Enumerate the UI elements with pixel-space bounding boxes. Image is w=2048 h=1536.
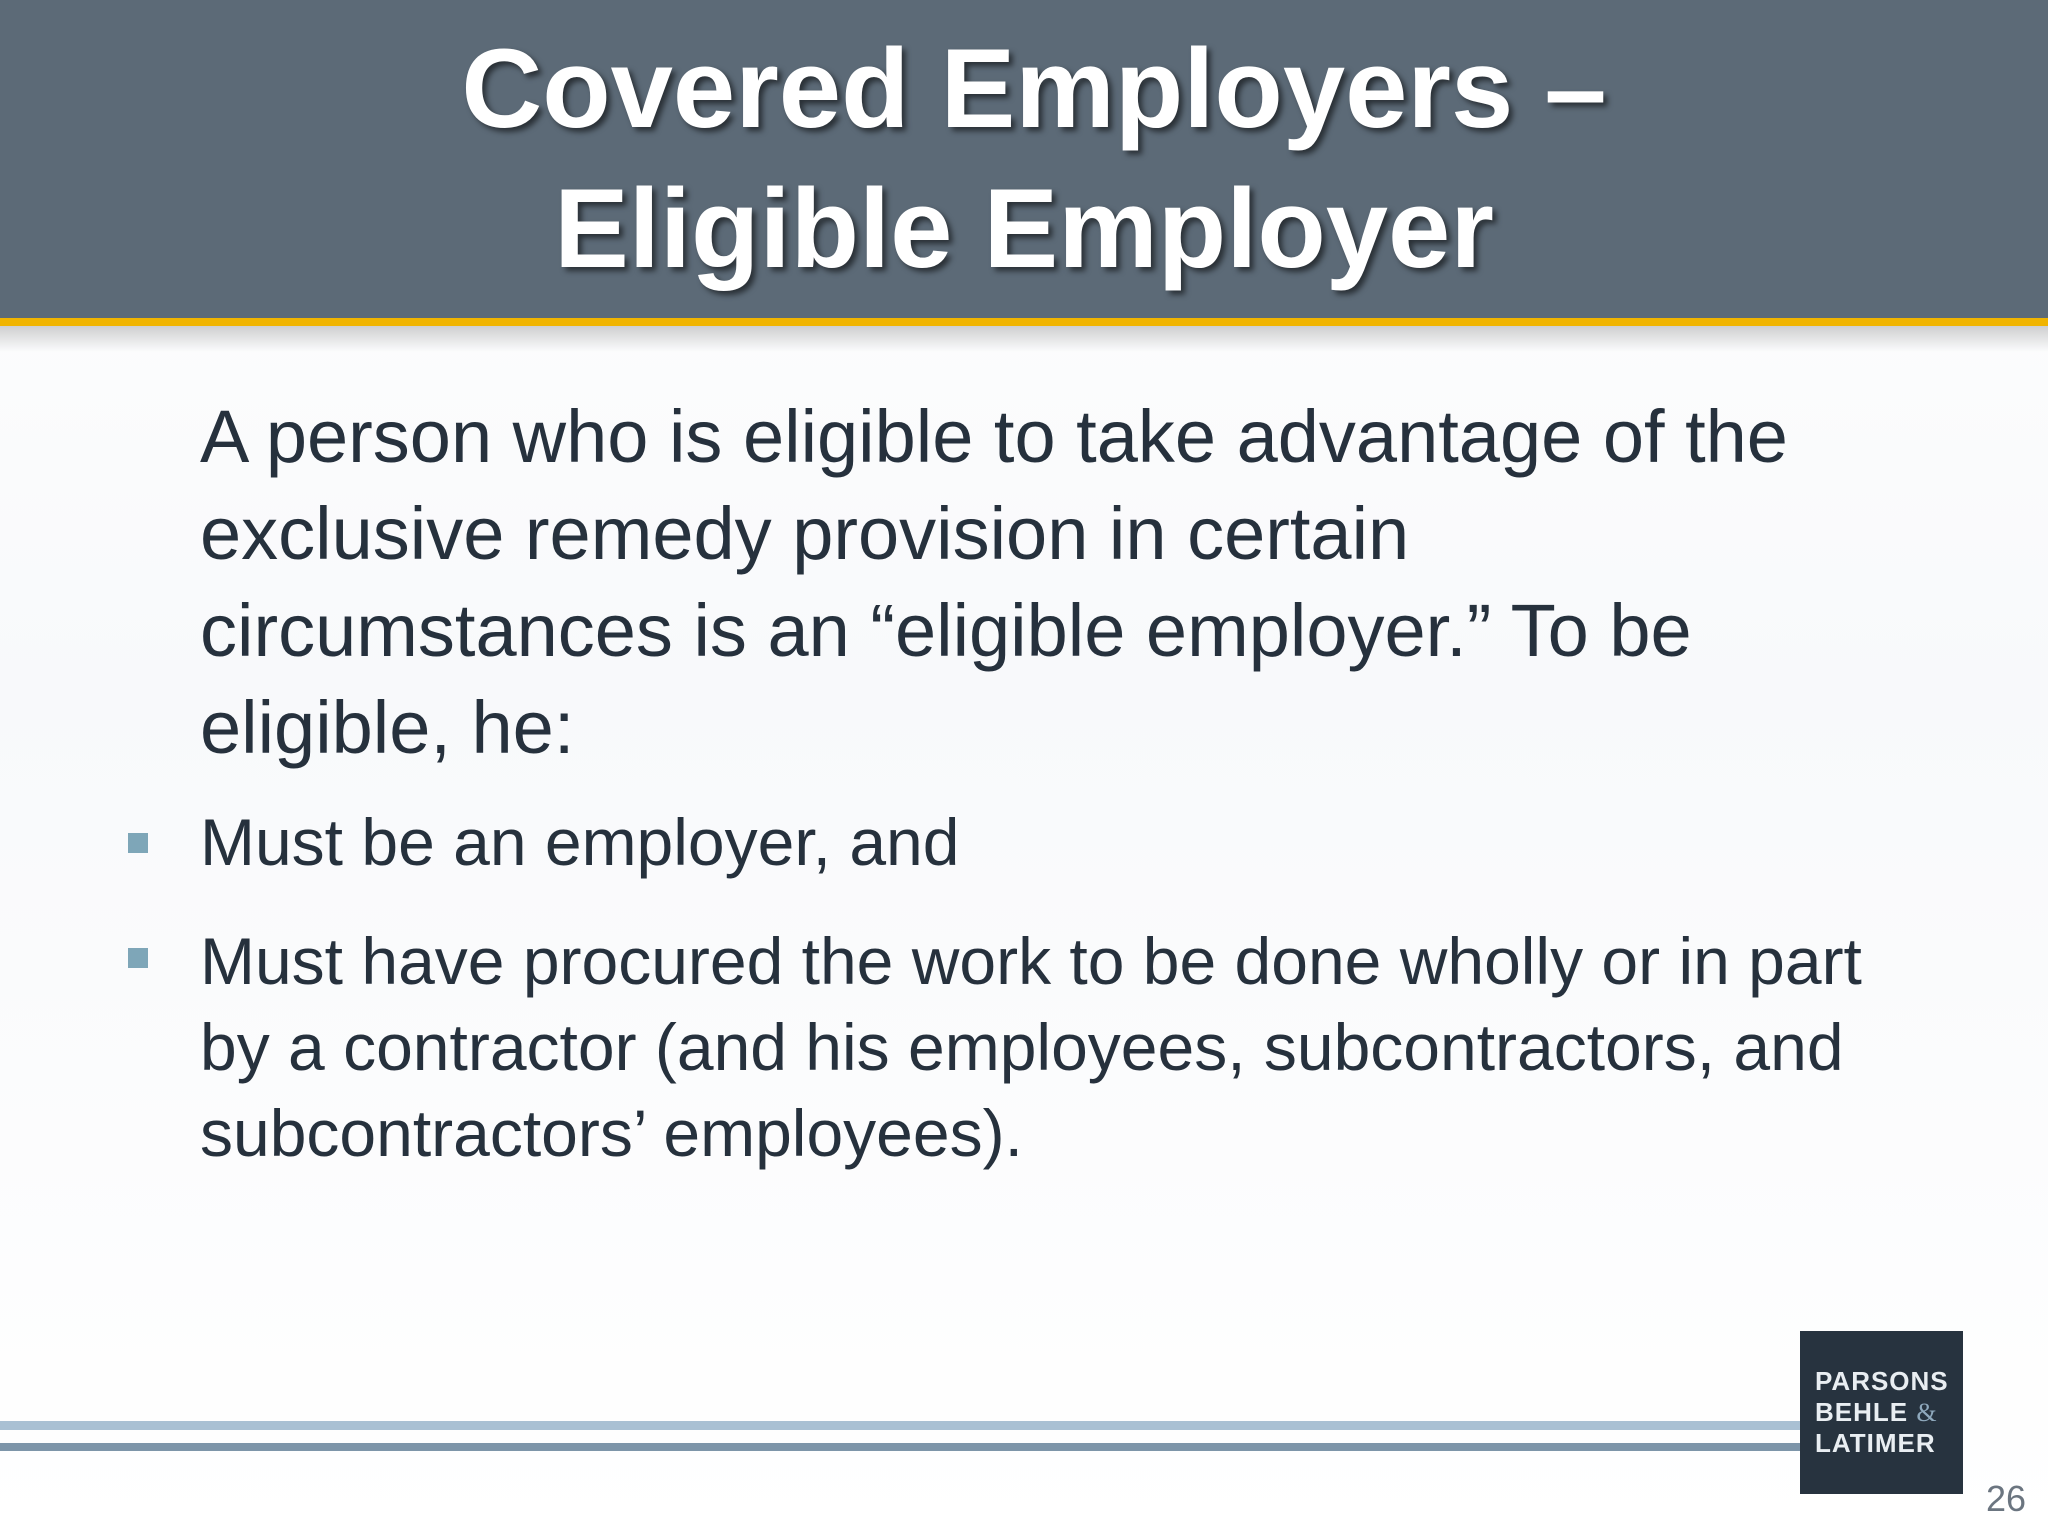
bullet-line: Must have procured the work to be done wholly or in part — [200, 924, 1862, 998]
bullet-item — [200, 918, 1960, 1176]
bullet-line: Must be an employer, and — [200, 805, 960, 879]
bullet-marker-icon — [128, 948, 148, 968]
slide-number: 26 — [1985, 1478, 2026, 1519]
logo-line-1: PARSONS — [1815, 1366, 1949, 1396]
logo-line-3: LATIMER — [1815, 1428, 1936, 1458]
firm-logo — [1800, 1331, 1963, 1494]
footer-rule-dark — [0, 1443, 1800, 1451]
slide-title-line-2: Eligible Employer — [554, 166, 1494, 291]
logo-word: BEHLE — [1815, 1397, 1909, 1427]
intro-line: circumstances is an “eligible employer.” To be — [200, 589, 1692, 672]
bullet-marker-icon — [128, 833, 148, 853]
logo-ampersand: & — [1916, 1398, 1938, 1427]
intro-line: A person who is eligible to take advantage of the — [200, 395, 1788, 478]
title-accent-rule — [0, 318, 2048, 326]
bullet-line: subcontractors’ employees). — [200, 1096, 1023, 1170]
footer-rule-light — [0, 1421, 1800, 1430]
slide-title-line-1: Covered Employers – — [461, 26, 1607, 151]
intro-line: eligible, he: — [200, 686, 575, 769]
bullet-line: by a contractor (and his employees, subcontractors, and — [200, 1010, 1844, 1084]
title-shadow — [0, 326, 2048, 352]
logo-line-2 — [1815, 1397, 1963, 1428]
title-bar — [0, 0, 2048, 318]
intro-line: exclusive remedy provision in certain — [200, 492, 1410, 575]
bullet-item — [200, 800, 1960, 884]
intro-paragraph — [200, 388, 1960, 776]
